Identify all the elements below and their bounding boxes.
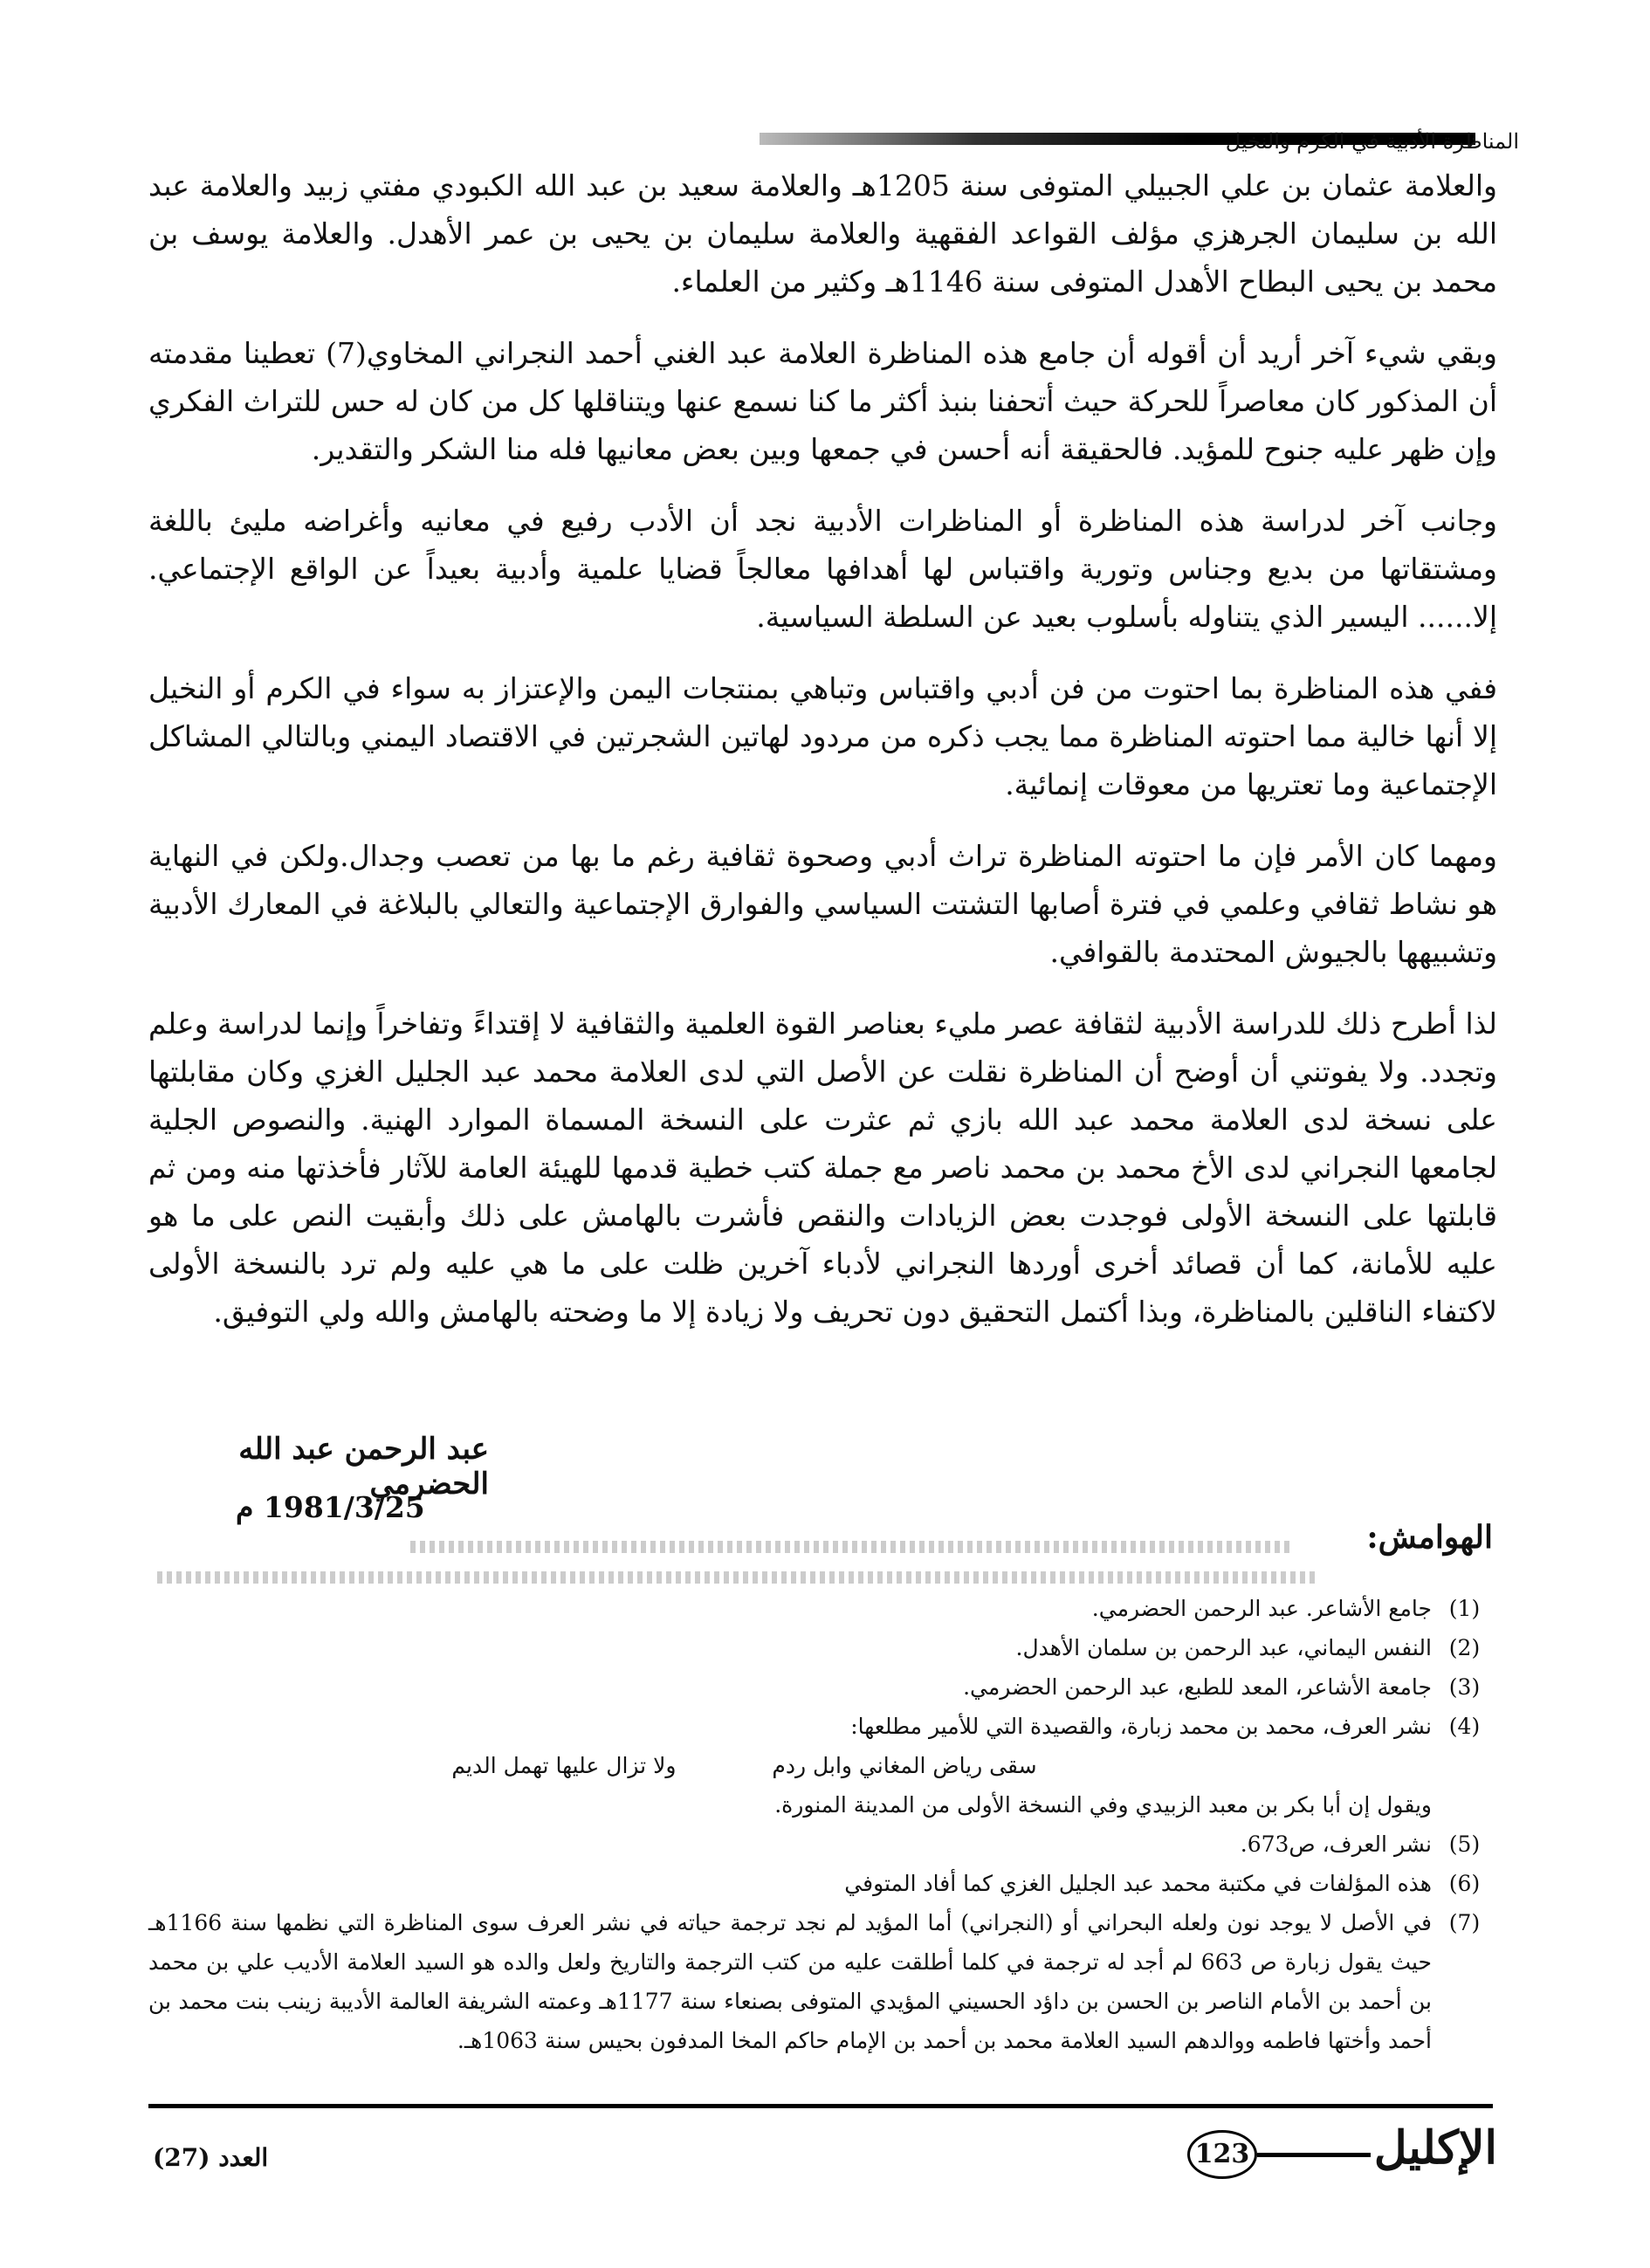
footnotes-title: الهوامش: <box>1366 1519 1493 1556</box>
footnote <box>148 1628 1497 1667</box>
paragraph: والعلامة عثمان بن علي الجبيلي المتوفى سنة 1205هـ والعلامة سعيد بن عبد الله الكبودي مفتي زبيد والعلامة عبد الله بن سليمان الجرهزي مؤلف القواعد الفقهية والعلامة سليمان بن يحيى بن عمر الأهدل. والعلامة يوسف بن محمد بن يحيى البطاح الأهدل المتوفى سنة 1146هـ وكثير من العلماء. <box>148 168 1497 299</box>
footnote <box>148 1589 1497 1628</box>
verse-hemistich: سقى رياض المغاني وابل ردم <box>772 1753 1037 1778</box>
footer-line <box>1257 2153 1371 2157</box>
issue-number: العدد (27) <box>153 2143 269 2172</box>
author-signature: عبد الرحمن عبد الله الحضرمي <box>238 1432 489 1502</box>
footnote-text: نشر العرف، ص673. <box>1240 1832 1432 1857</box>
paragraph: وبقي شيء آخر أريد أن أقوله أن جامع هذه المناظرة العلامة عبد الغني أحمد النجراني المخاوي(7) تعطينا مقدمته أن المذكور كان معاصراً للحركة حيث أتحفنا بنبذ أكثر ما كنا نسمع عنها ويتناقلها كل من كان له حس للتراث الفكري وإن ظهر عليه جنوح للمؤيد. فالحقيقة أنه أحسن في جمعها وبين بعض معانيها فله منا الشكر والتقدير. <box>148 336 1497 466</box>
page-number: 123 <box>1187 2130 1257 2179</box>
paragraph: لذا أطرح ذلك للدراسة الأدبية لثقافة عصر مليء بعناصر القوة العلمية والثقافية لا إقتداءً وتفاخراً وإنما لدراسة وعلم وتجدد. ولا يفوتني أن أوضح أن المناظرة نقلت عن الأصل التي لدى العلامة محمد عبد الجليل الغزي وكان مقابلتها على نسخة لدى العلامة محمد عبد الله بازي ثم عثرت على النسخة المسماة الموارد الهنية. والنصوص الجلية لجامعها النجراني لدى الأخ محمد بن محمد ناصر مع جملة كتب خطية قدمها للهيئة العامة للآثار فأخذتها منه ومن ثم قابلتها على النسخة الأولى فوجدت بعض الزيادات والنقص فأشرت بالهامش على ذلك وأبقيت النص على ما هو عليه للأمانة، كما أن قصائد أخرى أوردها النجراني لأدباء آخرين ظلت على ما هي عليه ولم ترد بالنسخة الأولى لاكتفاء الناقلين بالمناظرة، وبذا أكتمل التحقيق دون تحريف ولا زيادة إلا ما وضحته بالهامش والله ولي التوفيق. <box>148 1007 1497 1329</box>
footnote <box>148 1903 1497 2060</box>
footnote-number: (7) <box>1448 1910 1481 1935</box>
footnote-number: (2) <box>1448 1635 1481 1660</box>
footnote-text: جامعة الأشاعر، المعد للطبع، عبد الرحمن الحضرمي. <box>963 1674 1432 1700</box>
verse-line <box>148 1746 1497 1785</box>
footnote-text: نشر العرف، محمد بن محمد زبارة، والقصيدة التي للأمير مطلعها: <box>850 1714 1432 1739</box>
signature-date: 1981/3/25 م <box>236 1490 425 1524</box>
footnote-continuation: ويقول إن أبا بكر بن معبد الزبيدي وفي النسخة الأولى من المدينة المنورة. <box>774 1792 1432 1818</box>
footnote <box>148 1667 1497 1707</box>
footnote-text: جامع الأشاعر. عبد الرحمن الحضرمي. <box>1091 1596 1432 1621</box>
paragraph: ففي هذه المناظرة بما احتوت من فن أدبي واقتباس وتباهي بمنتجات اليمن والإعتزاز به سواء في الكرم أو النخيل إلا أنها خالية مما احتوته المناظرة مما يجب ذكره من مردود لهاتين الشجرتين في الاقتصاد اليمني وبالتالي المشاكل الإجتماعية وما تعتريها من معوقات إنمائية. <box>148 671 1497 801</box>
footnote-number: (1) <box>1448 1596 1481 1621</box>
footnote <box>148 1864 1497 1903</box>
footnote-number: (5) <box>1448 1832 1481 1857</box>
footnote-number: (6) <box>1448 1871 1481 1896</box>
footnote <box>148 1707 1497 1746</box>
footer-rule <box>148 2104 1493 2108</box>
footnote-number: (4) <box>1448 1714 1481 1739</box>
paragraph: وجانب آخر لدراسة هذه المناظرة أو المناظرات الأدبية نجد أن الأدب رفيع في معانيه وأغراضه مليئ باللغة ومشتقاتها من بديع وجناس وتورية واقتباس لها أهدافها معالجاً قضايا علمية وأدبية بعيداً عن الواقع الإجتماعي. إلا...... اليسير الذي يتناوله بأسلوب بعيد عن السلطة السياسية. <box>148 504 1497 634</box>
running-header: المناظرة الأدبية في الكرم والنخيل <box>1225 129 1519 154</box>
footnote-number: (3) <box>1448 1674 1481 1700</box>
footnote-text: هذه المؤلفات في مكتبة محمد عبد الجليل الغزي كما أفاد المتوفي <box>844 1871 1432 1896</box>
scan-noise <box>410 1541 1292 1553</box>
journal-logo: الإكليل <box>1373 2121 1497 2175</box>
footnotes <box>148 1589 1497 2060</box>
footnote-text: النفس اليماني، عبد الرحمن بن سلمان الأهدل. <box>1015 1635 1432 1660</box>
scan-noise <box>157 1571 1318 1584</box>
body-text <box>148 162 1497 1359</box>
footnote <box>148 1825 1497 1864</box>
verse-hemistich: ولا تزال عليها تهمل الديم <box>451 1753 677 1778</box>
footnote-text: في الأصل لا يوجد نون ولعله البحراني أو (النجراني) أما المؤيد لم نجد ترجمة حياته في نشر العرف سوى المناظرة التي نظمها سنة 1166هـ حيث يقول زبارة ص 663 لم أجد له ترجمة في كلما أطلقت عليه من كتب الترجمة والتاريخ ولعل والده هو السيد العلامة الأديب علي بن محمد بن أحمد بن الأمام الناصر بن الحسن بن داؤد الحسيني المؤيدي المتوفى بصنعاء سنة 1177هـ وعمته الشريفة العالمة الأديبة زينب بنت محمد بن أحمد وأختها فاطمه ووالدهم السيد العلامة محمد بن أحمد بن الإمام حاكم المخا المدفون بحيس سنة 1063هـ. <box>148 1910 1432 2053</box>
paragraph: ومهما كان الأمر فإن ما احتوته المناظرة تراث أدبي وصحوة ثقافية رغم ما بها من تعصب وجدال.ولكن في النهاية هو نشاط ثقافي وعلمي في فترة أصابها التشتت السياسي والفوارق الإجتماعية والتعالي بالبلاغة في المعارك الأدبية وتشبيهها بالجيوش المحتدمة بالقوافي. <box>148 839 1497 969</box>
